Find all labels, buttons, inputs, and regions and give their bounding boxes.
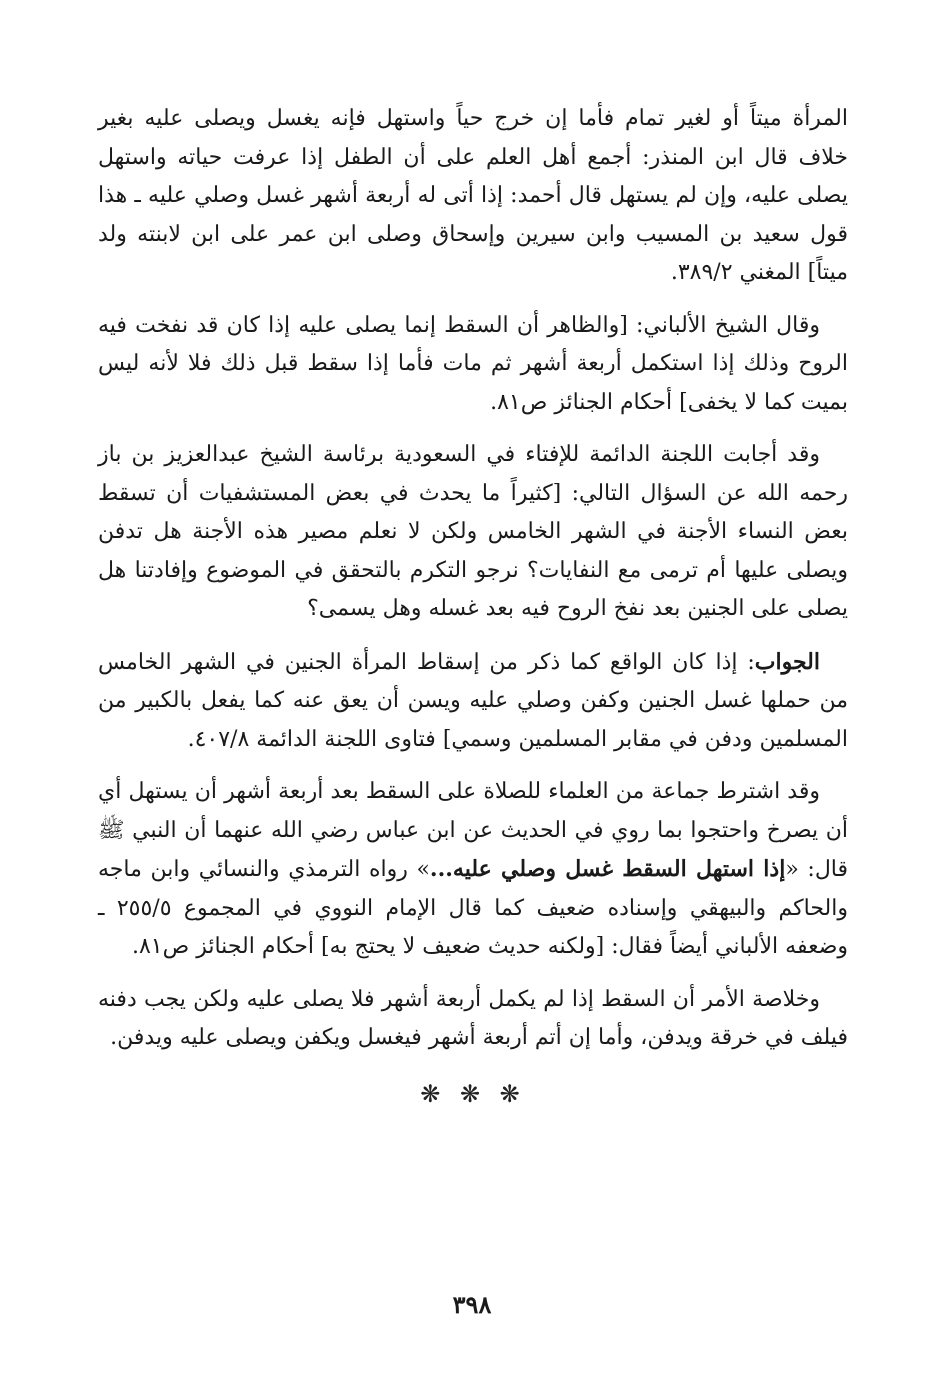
paragraph-5-text-after: » رواه الترمذي والنسائي وابن ماجه والحاكم والبيهقي وإسناده ضعيف كما قال الإمام النووي في المجموع ٢٥٥/٥ ـ وضعفه الألباني أيضاً فقال: [ولكنه حديث ضعيف لا يحتج به] أحكام الجنائز ص٨١. — [98, 857, 848, 959]
paragraph-4-text: : إذا كان الواقع كما ذكر من إسقاط المرأة الجنين في الشهر الخامس من حملها غسل الجنين وكفن وصلي عليه ويسن أن يعق عنه كما يفعل بالكبير من المسلمين ودفن في مقابر المسلمين وسمي] فتاوى اللجنة الدائمة ٤٠٧/٨. — [98, 649, 848, 752]
answer-label: الجواب — [754, 648, 820, 675]
page-number: ٣٩٨ — [452, 1290, 492, 1319]
paragraph-6 — [98, 981, 848, 1058]
hadith-quote: إذا استهل السقط غسل وصلي عليه... — [429, 856, 786, 882]
paragraph-2 — [98, 307, 848, 423]
paragraph-3 — [98, 436, 848, 629]
paragraph-5 — [98, 773, 848, 967]
section-separator: ❋ ❋ ❋ — [420, 1079, 526, 1108]
paragraph-3-text: وقد أجابت اللجنة الدائمة للإفتاء في السعودية برئاسة الشيخ عبدالعزيز بن باز رحمه الله عن السؤال التالي: [كثيراً ما يحدث في بعض المستشفيات أن تسقط بعض النساء الأجنة في الشهر الخامس ولكن لا نعلم مصير هذه الأجنة هل تدفن ويصلى عليها أم ترمى مع النفايات؟ نرجو التكرم بالتحقق في الموضوع وإفادتنا هل يصلى على الجنين بعد نفخ الروح فيه بعد غسله وهل يسمى؟ — [98, 442, 848, 621]
paragraph-6-text: وخلاصة الأمر أن السقط إذا لم يكمل أربعة أشهر فلا يصلى عليه ولكن يجب دفنه فيلف في خرقة ويدفن، وأما إن أتم أربعة أشهر فيغسل ويكفن ويصلى عليه ويدفن. — [98, 986, 848, 1050]
paragraph-1-text: المرأة ميتاً أو لغير تمام فأما إن خرج حياً واستهل فإنه يغسل ويصلى عليه بغير خلاف قال ابن المنذر: أجمع أهل العلم على أن الطفل إذا عرفت حياته واستهل يصلى عليه، وإن لم يستهل قال أحمد: إذا أتى له أربعة أشهر غسل وصلي عليه ـ هذا قول سعيد بن المسيب وابن سيرين وإسحاق وصلى ابن عمر على ابن لابنته ولد ميتاً] المغني ٣٨٩/٢. — [98, 106, 848, 285]
paragraph-4 — [98, 643, 848, 760]
paragraph-5-text-before: وقد اشترط جماعة من العلماء للصلاة على السقط بعد أربعة أشهر أن يستهل أي أن يصرخ واحتجوا بما روي في الحديث عن ابن عباس رضي الله عنهما أن النبي ﷺ قال: « — [98, 779, 849, 882]
paragraph-1 — [98, 100, 848, 293]
paragraph-2-text: وقال الشيخ الألباني: [والظاهر أن السقط إنما يصلى عليه إذا كان قد نفخت فيه الروح وذلك إذا استكمل أربعة أشهر ثم مات فأما إذا سقط قبل ذلك فلا لأنه ليس بميت كما لا يخفى] أحكام الجنائز ص٨١. — [98, 312, 848, 415]
